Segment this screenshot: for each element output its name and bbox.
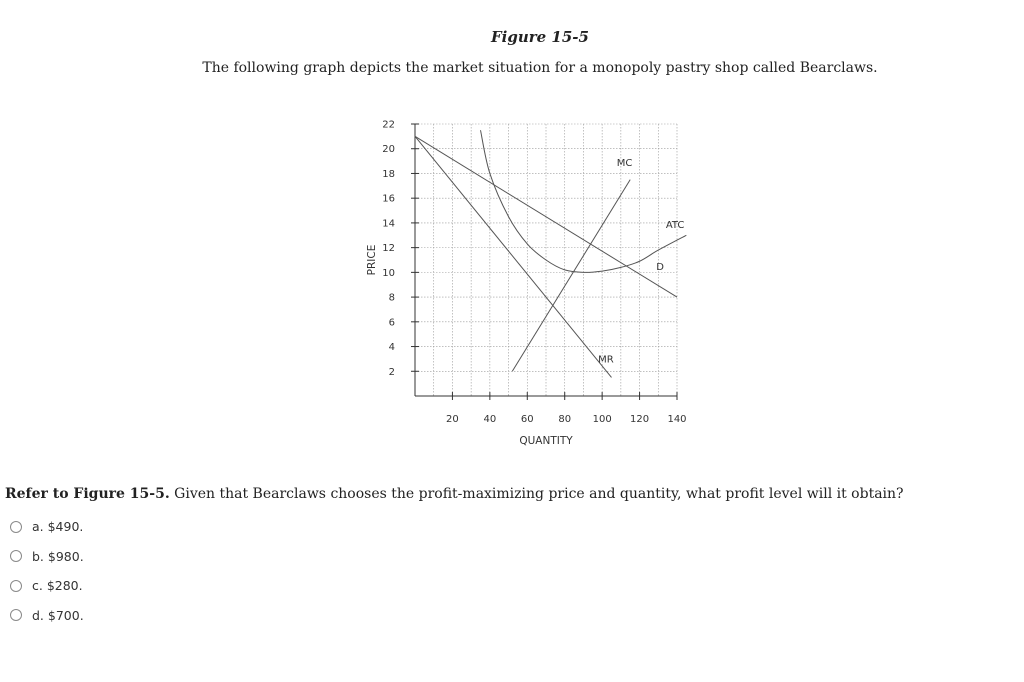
radio-icon[interactable] [10, 550, 22, 562]
radio-icon[interactable] [10, 580, 22, 592]
x-tick-label: 20 [446, 414, 459, 425]
option-a[interactable] [10, 512, 84, 542]
radio-icon[interactable] [10, 609, 22, 621]
d-label: D [656, 261, 665, 273]
y-tick-label: 22 [382, 119, 395, 131]
x-tick-label: 40 [483, 414, 497, 425]
y-tick-label: 6 [388, 317, 395, 329]
mc-curve [512, 180, 630, 372]
option-b[interactable] [10, 542, 84, 572]
x-tick-label: 100 [592, 414, 612, 425]
option-d[interactable] [10, 601, 84, 631]
option-a-label: a. $490. [32, 519, 84, 535]
x-tick-label: 120 [630, 414, 650, 425]
y-axis-label: PRICE [366, 244, 378, 276]
x-axis-label: QUANTITY [519, 435, 573, 447]
option-b-label: b. $980. [32, 548, 84, 564]
x-tick-label: 140 [667, 414, 687, 425]
mr-label: MR [598, 354, 614, 366]
option-d-label: d. $700. [32, 607, 84, 623]
y-tick-label: 10 [382, 267, 395, 279]
y-tick-label: 4 [388, 342, 395, 354]
mc-label: MC [616, 158, 633, 170]
y-tick-label: 14 [382, 218, 395, 230]
option-c[interactable] [10, 571, 84, 601]
x-tick-label: 60 [520, 414, 534, 425]
y-tick-label: 16 [382, 193, 395, 205]
option-c-label: c. $280. [32, 578, 83, 594]
figure-caption: The following graph depicts the market situation for a monopoly pastry shop called Bearclaws. [202, 60, 878, 76]
y-tick-label: 8 [388, 292, 395, 304]
y-tick-label: 2 [388, 366, 395, 378]
question-text [5, 486, 1015, 502]
x-tick-label: 80 [558, 414, 572, 425]
question-prefix: Refer to Figure 15-5. [5, 486, 170, 502]
question-body: Given that Bearclaws chooses the profit-maximizing price and quantity, what profit level will it obtain? [174, 486, 904, 502]
answer-options [10, 512, 84, 630]
y-tick-label: 18 [382, 168, 395, 180]
y-tick-label: 20 [382, 144, 395, 156]
y-tick-label: 12 [382, 243, 395, 255]
mr-curve [415, 136, 612, 377]
monopoly-chart [355, 108, 705, 453]
atc-label: ATC [665, 219, 685, 231]
figure-title: Figure 15-5 [491, 28, 589, 46]
radio-icon[interactable] [10, 521, 22, 533]
